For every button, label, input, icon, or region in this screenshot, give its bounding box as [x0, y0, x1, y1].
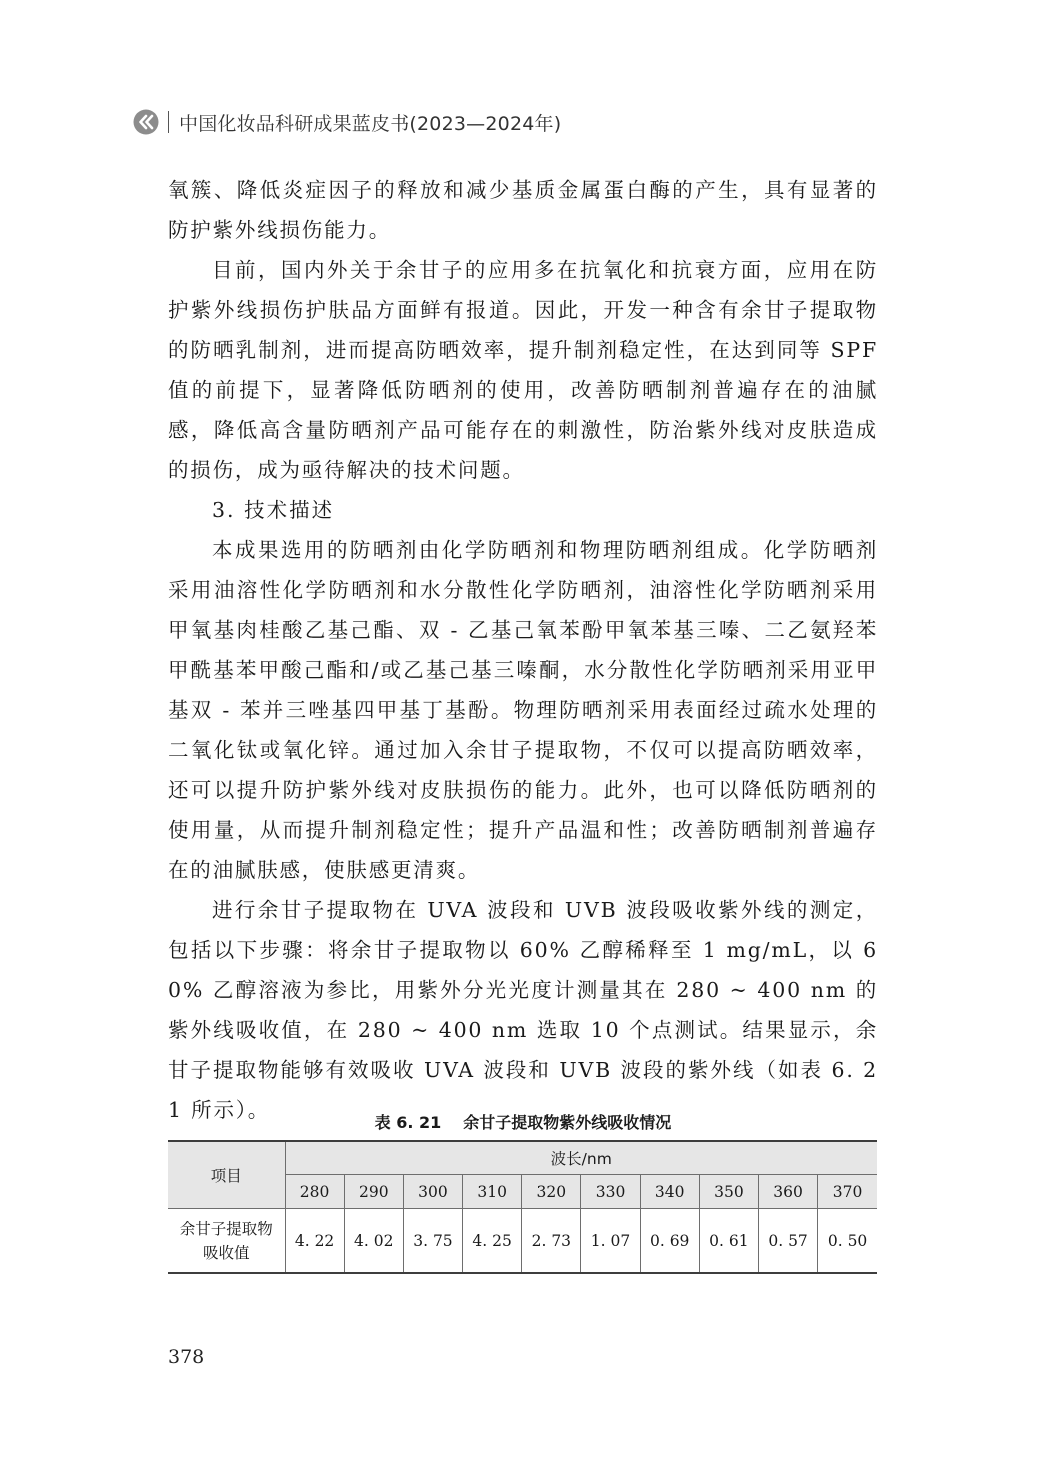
wavelength-cell: 280	[285, 1175, 344, 1209]
paragraph-3: 本成果选用的防晒剂由化学防晒剂和物理防晒剂组成。化学防晒剂采用油溶性化学防晒剂和水分散性化学防晒剂，油溶性化学防晒剂采用甲氧基肉桂酸乙基己酯、双 - 乙基己氧苯酚甲氧苯基三嗪、二乙氨羟苯甲酰基苯甲酸己酯和/或乙基己基三嗪酮，水分散性化学防晒剂采用亚甲基双 - 苯并三唑基四甲基丁基酚。物理防晒剂采用表面经过疏水处理的二氧化钛或氧化锌。通过加入余甘子提取物，不仅可以提高防晒效率，还可以提升防护紫外线对皮肤损伤的能力。此外，也可以降低防晒剂的使用量，从而提升制剂稳定性；提升产品温和性；改善防晒制剂普遍存在的油腻肤感，使肤感更清爽。	[168, 538, 878, 882]
value-cell: 0. 61	[699, 1209, 758, 1274]
paragraph-1: 氧簇、降低炎症因子的释放和减少基质金属蛋白酶的产生，具有显著的防护紫外线损伤能力。	[168, 178, 878, 242]
wavelength-cell: 330	[581, 1175, 640, 1209]
row-label-line-1: 余甘子提取物	[179, 1219, 273, 1238]
value-cell: 3. 75	[403, 1209, 462, 1274]
body-text	[168, 170, 878, 1130]
table-row	[168, 1209, 877, 1274]
value-cell: 2. 73	[522, 1209, 581, 1274]
value-cell: 0. 69	[640, 1209, 699, 1274]
paragraph-4: 进行余甘子提取物在 UVA 波段和 UVB 波段吸收紫外线的测定，包括以下步骤：将余甘子提取物以 60% 乙醇稀释至 1 mg/mL，以 60% 乙醇溶液为参比，用紫外分光光度计测量其在 280 ~ 400 nm 的紫外线吸收值，在 280 ~ 400 nm 选取 10 个点测试。结果显示，余甘子提取物能够有效吸收 UVA 波段和 UVB 波段的紫外线（如表 6. 21 所示）。	[168, 898, 878, 1122]
book-title: 中国化妆品科研成果蓝皮书(2023—2024年)	[179, 112, 562, 135]
double-chevron-left-icon	[133, 109, 159, 135]
value-cell: 4. 02	[344, 1209, 403, 1274]
wavelength-cell: 360	[759, 1175, 818, 1209]
value-cell: 1. 07	[581, 1209, 640, 1274]
wavelength-cell: 310	[463, 1175, 522, 1209]
wavelength-cell: 290	[344, 1175, 403, 1209]
wavelength-cell: 340	[640, 1175, 699, 1209]
header-wavelength-unit: 波长/nm	[285, 1141, 877, 1175]
paragraph-2: 目前，国内外关于余甘子的应用多在抗氧化和抗衰方面，应用在防护紫外线损伤护肤品方面鲜有报道。因此，开发一种含有余甘子提取物的防晒乳制剂，进而提高防晒效率，提升制剂稳定性，在达到同等 SPF 值的前提下，显著降低防晒剂的使用，改善防晒制剂普遍存在的油腻感，降低高含量防晒剂产品可能存在的刺激性，防治紫外线对皮肤造成的损伤，成为亟待解决的技术问题。	[168, 258, 878, 482]
wavelength-cell: 370	[818, 1175, 877, 1209]
wavelength-cell: 320	[522, 1175, 581, 1209]
value-cell: 0. 57	[759, 1209, 818, 1274]
header-divider	[168, 111, 169, 133]
running-header	[133, 107, 561, 137]
header-item: 项目	[168, 1141, 285, 1209]
section-heading: 3. 技术描述	[212, 498, 335, 522]
value-cell: 0. 50	[818, 1209, 877, 1274]
wavelength-cell: 300	[403, 1175, 462, 1209]
row-label-line-2: 吸收值	[202, 1243, 250, 1262]
row-label	[168, 1209, 285, 1274]
table-caption	[168, 1110, 878, 1133]
value-cell: 4. 22	[285, 1209, 344, 1274]
absorption-table	[168, 1140, 877, 1274]
table-caption-number: 表 6. 21	[374, 1113, 442, 1132]
wavelength-cell: 350	[699, 1175, 758, 1209]
table-caption-title: 余甘子提取物紫外线吸收情况	[463, 1113, 672, 1132]
page-number: 378	[168, 1346, 205, 1368]
value-cell: 4. 25	[463, 1209, 522, 1274]
